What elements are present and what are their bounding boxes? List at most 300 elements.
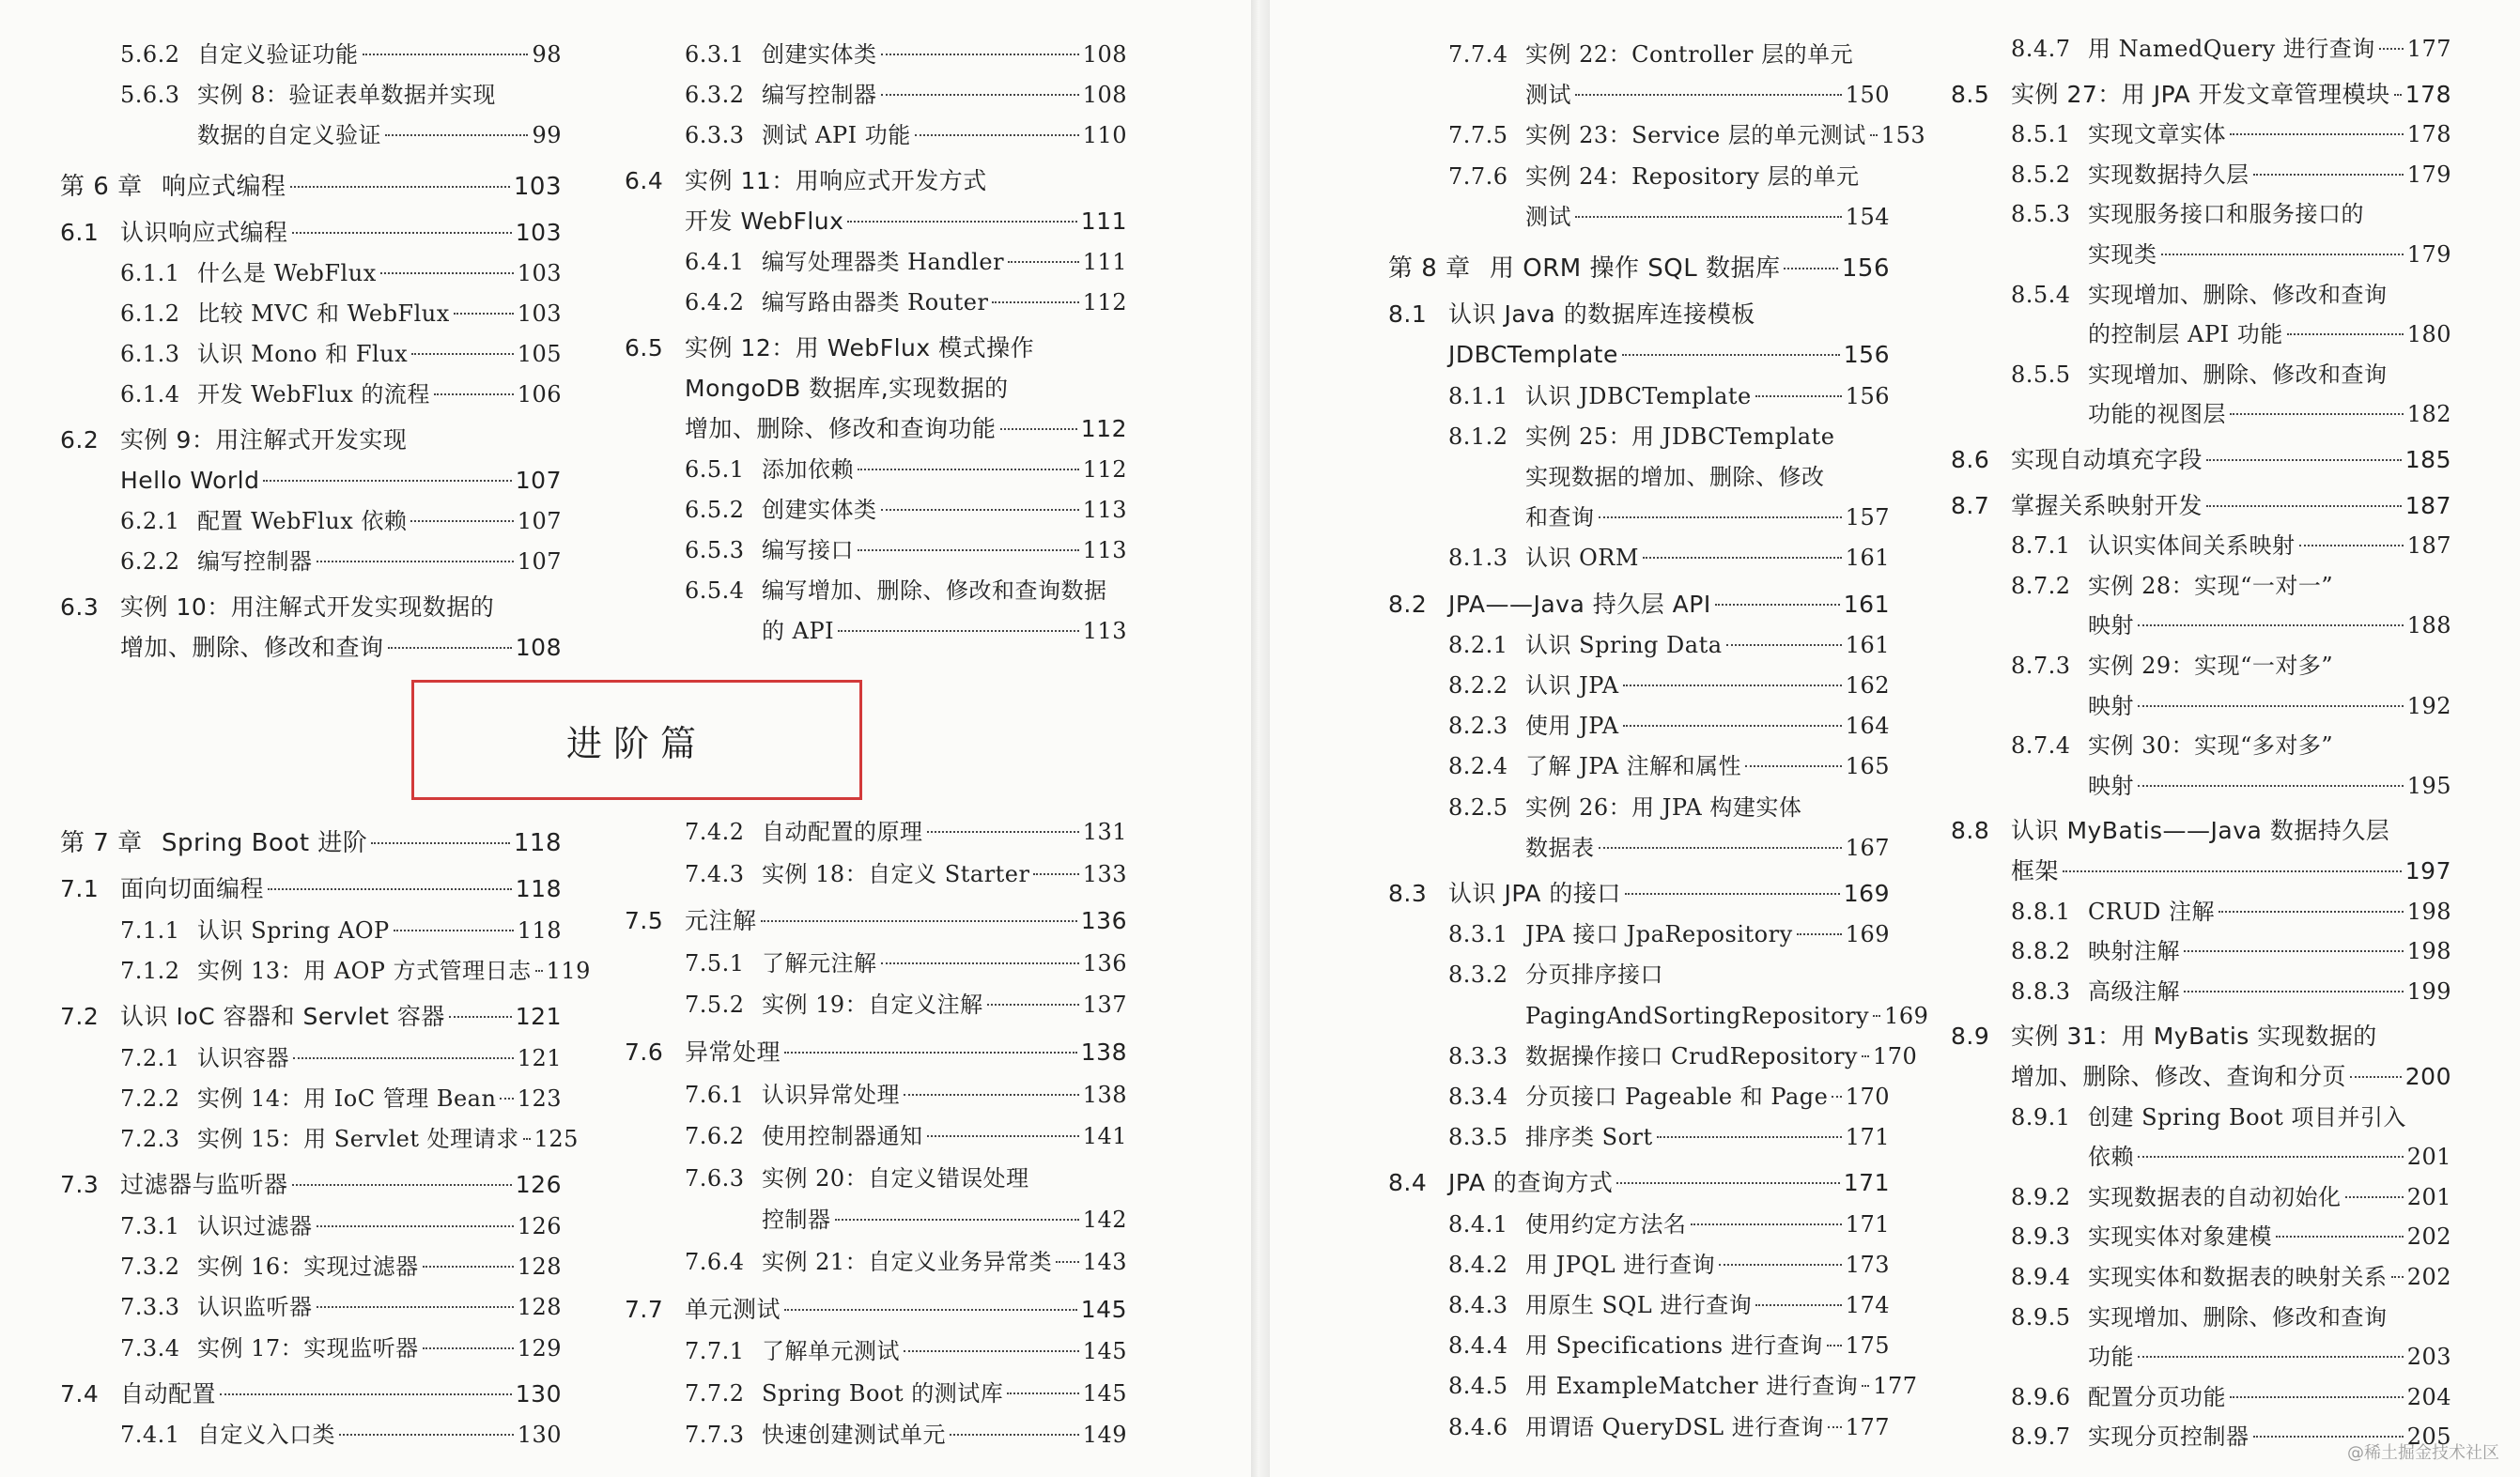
toc-page-number: 131 [1082, 819, 1127, 845]
toc-number: 7.7.3 [685, 1422, 745, 1449]
toc-number: 8.9.4 [2011, 1264, 2071, 1290]
toc-subsection [120, 545, 562, 578]
toc-subsection [2011, 975, 2451, 1008]
toc-title: 异常处理 [685, 1039, 781, 1066]
toc-subsection [1448, 791, 1801, 824]
toc-leader-dots [838, 630, 1079, 632]
toc-subsection [685, 285, 1127, 319]
toc-number: 8.9.6 [2011, 1383, 2071, 1410]
toc-leader-dots [1784, 268, 1837, 269]
toc-title: 实例 25：用 JDBCTemplate [1525, 423, 1835, 450]
toc-subsection [120, 954, 591, 988]
toc-subsection [120, 1290, 562, 1324]
toc-page-number: 126 [517, 1212, 562, 1239]
toc-title: 实例 29：实现“一对多” [2088, 653, 2334, 679]
toc-leader-dots [434, 393, 514, 395]
toc-number: 7.7.4 [1448, 41, 1508, 68]
toc-title: 排序类 Sort [1525, 1124, 1653, 1151]
toc-leader-dots [500, 1098, 513, 1100]
toc-page-number: 128 [517, 1294, 562, 1321]
toc-number: 6.5.1 [685, 456, 745, 483]
toc-title: 依赖 [2088, 1144, 2134, 1171]
toc-page-number: 103 [517, 300, 562, 327]
toc-title: 实例 9：用注解式开发实现 [120, 426, 408, 454]
toc-page-number: 171 [1845, 1210, 1890, 1238]
toc-number: 8.3.3 [1448, 1042, 1508, 1069]
toc-number: 6.1.4 [120, 381, 180, 408]
toc-subsection [1448, 1288, 1890, 1322]
toc-page-number: 118 [513, 829, 562, 857]
toc-subsection [1448, 1248, 1890, 1282]
toc-number: 8.9.2 [2011, 1183, 2071, 1210]
toc-subsection [685, 38, 1127, 71]
toc-subsection [2011, 1180, 2451, 1214]
toc-title-continuation [2088, 608, 2451, 642]
toc-page-number: 111 [1080, 208, 1127, 235]
toc-title: 实例 23：Service 层的单元测试 [1525, 122, 1866, 149]
toc-leader-dots [2184, 950, 2404, 952]
toc-subsection [1448, 1410, 1890, 1444]
toc-page-number: 113 [1082, 537, 1127, 563]
toc-title: 映射 [2088, 692, 2134, 719]
toc-section [1951, 814, 2389, 848]
toc-leader-dots [1873, 1015, 1880, 1017]
toc-title: 了解 JPA 注解和属性 [1525, 753, 1742, 780]
toc-leader-dots [1000, 428, 1077, 430]
toc-page-number: 149 [1082, 1422, 1127, 1449]
toc-title: 了解单元测试 [762, 1338, 900, 1365]
toc-subsection [2011, 1260, 2451, 1294]
toc-leader-dots [1827, 1345, 1842, 1346]
left-page [0, 0, 1251, 1477]
toc-page-number: 198 [2406, 938, 2451, 965]
toc-title-continuation [2088, 1340, 2451, 1374]
toc-page-number: 197 [2404, 857, 2451, 885]
toc-subsection [1448, 379, 1890, 413]
toc-page-number: 105 [517, 341, 562, 367]
toc-page-number: 126 [515, 1171, 562, 1199]
toc-page-number: 150 [1845, 82, 1890, 109]
toc-leader-dots [2206, 505, 2402, 507]
toc-leader-dots [317, 1225, 514, 1227]
right-page [1270, 0, 2520, 1477]
toc-page-number: 179 [2406, 241, 2451, 268]
toc-title: 编写处理器类 Handler [762, 249, 1005, 275]
toc-page-number: 167 [1845, 834, 1890, 861]
toc-number: 8.7 [1951, 491, 1990, 519]
toc-subsection [120, 1041, 562, 1075]
toc-title: 实例 22：Controller 层的单元 [1525, 41, 1854, 68]
toc-subsection [1448, 420, 1834, 454]
toc-page-number: 137 [1082, 992, 1127, 1019]
toc-title: 实例 31：用 MyBatis 实现数据的 [2011, 1023, 2377, 1051]
toc-number: 7.2.3 [120, 1126, 180, 1153]
toc-leader-dots [2063, 870, 2402, 872]
toc-page-number: 182 [2406, 401, 2451, 428]
toc-subsection [120, 1331, 562, 1365]
toc-title: 数据的自定义验证 [197, 122, 381, 148]
toc-title: 认识实体间关系映射 [2088, 532, 2296, 560]
toc-leader-dots [1797, 933, 1842, 935]
toc-subsection [685, 1162, 1029, 1195]
toc-leader-dots [363, 54, 529, 55]
toc-leader-dots [2253, 1436, 2404, 1438]
toc-number: 6.4 [625, 167, 664, 194]
toc-section [60, 1000, 562, 1034]
toc-leader-dots [761, 920, 1077, 922]
toc-title: 数据表 [1525, 834, 1595, 861]
toc-number: 6.1.3 [120, 341, 180, 367]
toc-leader-dots [454, 313, 514, 315]
toc-leader-dots [1726, 644, 1842, 646]
toc-number: 8.9.7 [2011, 1423, 2071, 1451]
toc-number: 7.5.2 [685, 992, 745, 1019]
toc-leader-dots [881, 54, 1079, 55]
toc-title: Spring Boot 进阶 [162, 829, 368, 857]
toc-page-number: 199 [2406, 977, 2451, 1005]
toc-title: 测试 [1525, 82, 1571, 109]
toc-number: 8.6 [1951, 446, 1990, 473]
toc-page-number: 113 [1082, 618, 1127, 644]
toc-page-number: 143 [1082, 1249, 1127, 1275]
toc-leader-dots [1622, 354, 1840, 356]
toc-subsection [120, 377, 562, 411]
toc-page-number: 141 [1082, 1123, 1127, 1150]
toc-leader-dots [293, 1057, 514, 1059]
toc-number: 7.4.1 [120, 1422, 180, 1449]
toc-number: 7.1.2 [120, 957, 180, 984]
toc-page-number: 177 [2406, 36, 2451, 62]
toc-subsection [2011, 278, 2388, 312]
toc-leader-dots [2379, 48, 2404, 50]
toc-title: 实现实体对象建模 [2088, 1223, 2272, 1251]
toc-number: 8.2 [1388, 590, 1428, 618]
toc-title-continuation [2088, 238, 2451, 271]
toc-title: 实例 27：用 JPA 开发文章管理模块 [2011, 80, 2390, 108]
toc-number: 7.3.1 [120, 1212, 180, 1239]
toc-title: 实现增加、删除、修改和查询 [2088, 361, 2388, 388]
toc-page-number: 192 [2406, 692, 2451, 719]
toc-number: 6.3.3 [685, 122, 745, 148]
toc-leader-dots [1575, 216, 1842, 218]
toc-title: 实例 8：验证表单数据并实现 [197, 82, 496, 108]
toc-page-number: 138 [1082, 1081, 1127, 1108]
toc-leader-dots [2206, 459, 2402, 461]
toc-leader-dots [2161, 254, 2404, 255]
toc-page-number: 145 [1082, 1379, 1127, 1407]
toc-number: 6.5.2 [685, 497, 745, 523]
toc-title: 响应式编程 [162, 173, 286, 201]
toc-number: 8.2.2 [1448, 672, 1508, 699]
toc-number: 7.3.3 [120, 1294, 180, 1321]
toc-subsection [2011, 197, 2364, 231]
book-gutter [1251, 0, 1270, 1477]
toc-leader-dots [847, 221, 1076, 223]
toc-number: 8.5.1 [2011, 121, 2071, 148]
toc-chapter [60, 170, 562, 204]
toc-title: JPA 的查询方式 [1448, 1169, 1614, 1197]
toc-number: 6.1.2 [120, 300, 180, 327]
toc-page-number: 145 [1080, 1295, 1127, 1323]
toc-title-continuation [2088, 397, 2451, 431]
toc-title: CRUD 注解 [2088, 898, 2216, 925]
toc-leader-dots [388, 647, 512, 649]
toc-title: 实例 12：用 WebFlux 模式操作 [685, 334, 1035, 362]
toc-section [1388, 298, 1755, 331]
toc-subsection [120, 1250, 562, 1284]
toc-subsection [2011, 32, 2451, 66]
toc-section [60, 423, 407, 457]
toc-number: 8.8 [1951, 817, 1990, 845]
toc-section [625, 164, 987, 198]
toc-leader-dots [1623, 685, 1842, 686]
toc-leader-dots [1616, 1182, 1839, 1184]
toc-number: 8.7.4 [2011, 732, 2071, 760]
toc-number: 第 8 章 [1388, 254, 1471, 283]
toc-title: 编写接口 [762, 537, 854, 563]
toc-leader-dots [2138, 624, 2404, 626]
toc-title: 用 JPQL 进行查询 [1525, 1251, 1716, 1278]
toc-leader-dots [915, 134, 1079, 136]
toc-subsection [1448, 1329, 1890, 1362]
toc-title: 编写路由器类 Router [762, 289, 989, 315]
toc-subsection [120, 1122, 579, 1156]
toc-title: 开发 WebFlux [685, 208, 844, 235]
toc-number: 5.6.2 [120, 41, 180, 68]
toc-leader-dots [1625, 893, 1840, 895]
toc-title: 元注解 [685, 907, 757, 935]
toc-page-number: 138 [1080, 1039, 1127, 1066]
toc-section [60, 591, 494, 624]
toc-number: 7.1 [60, 875, 100, 903]
toc-page-number: 129 [517, 1334, 562, 1362]
toc-page-number: 202 [2406, 1264, 2451, 1290]
toc-title: 使用约定方法名 [1525, 1210, 1687, 1238]
toc-leader-dots [268, 888, 512, 890]
toc-number: 6.3.2 [685, 82, 745, 108]
toc-number: 7.6 [625, 1039, 664, 1066]
toc-section [1388, 1166, 1890, 1200]
toc-leader-dots [1599, 516, 1842, 518]
toc-subsection [120, 78, 496, 112]
toc-page-number: 173 [1845, 1251, 1890, 1278]
toc-page-number: 185 [2404, 446, 2451, 473]
toc-page-number: 125 [533, 1126, 579, 1153]
toc-title: 实例 24：Repository 层的单元 [1525, 162, 1860, 190]
toc-number: 8.8.2 [2011, 938, 2071, 965]
toc-title: 实现增加、删除、修改和查询 [2088, 281, 2388, 308]
toc-title: 实例 14：用 IoC 管理 Bean [197, 1085, 497, 1112]
toc-page-number: 133 [1082, 860, 1127, 887]
toc-leader-dots [2299, 545, 2404, 546]
toc-subsection [685, 453, 1127, 486]
toc-page-number: 170 [1845, 1084, 1890, 1110]
toc-page-number: 195 [2406, 772, 2451, 799]
toc-title: 实例 21：自定义业务异常类 [762, 1249, 1053, 1275]
toc-title: 认识 ORM [1525, 545, 1639, 572]
toc-leader-dots [2253, 174, 2404, 176]
toc-page-number: 169 [1884, 1002, 1929, 1029]
part-title: 进阶篇 [411, 680, 862, 800]
toc-number: 6.5.4 [685, 577, 745, 604]
toc-leader-dots [881, 94, 1079, 96]
toc-leader-dots [1623, 725, 1842, 727]
toc-page-number: 103 [517, 260, 562, 286]
toc-subsection [2011, 934, 2451, 968]
toc-subsection [1448, 541, 1890, 575]
toc-title: 数据操作接口 CrudRepository [1525, 1042, 1858, 1069]
toc-leader-dots [2230, 413, 2404, 415]
toc-subsection [2011, 1380, 2451, 1414]
toc-title: 编写控制器 [762, 82, 877, 108]
toc-title: 实例 20：自定义错误处理 [762, 1164, 1029, 1192]
toc-page-number: 113 [1082, 497, 1127, 523]
toc-leader-dots [2138, 705, 2404, 707]
toc-leader-dots [1033, 873, 1078, 875]
toc-subsection [685, 857, 1127, 891]
toc-title: 实现数据持久层 [2088, 161, 2249, 188]
toc-number: 8.2.4 [1448, 753, 1508, 780]
toc-page-number: 107 [515, 467, 562, 494]
toc-subsection [1448, 1080, 1890, 1114]
toc-subsection [2011, 649, 2333, 683]
toc-subsection [120, 256, 562, 290]
toc-title: JDBCTemplate [1448, 341, 1618, 369]
toc-leader-dots [290, 186, 510, 188]
toc-page-number: 201 [2406, 1144, 2451, 1171]
toc-title-continuation [1525, 200, 1890, 234]
toc-leader-dots [1828, 1426, 1842, 1428]
toc-page-number: 179 [2406, 161, 2451, 188]
toc-leader-dots [385, 134, 528, 136]
toc-leader-dots [2394, 94, 2402, 96]
toc-number: 8.1.1 [1448, 382, 1508, 409]
toc-title: 实例 28：实现“一对一” [2088, 572, 2334, 599]
toc-title: 实例 17：实现监听器 [197, 1334, 419, 1362]
toc-title: 认识监听器 [197, 1294, 313, 1321]
toc-title: 单元测试 [685, 1295, 781, 1323]
toc-leader-dots [1657, 1136, 1842, 1138]
toc-title-continuation [120, 631, 562, 665]
toc-leader-dots [1755, 395, 1842, 397]
toc-title: 实例 10：用注解式开发实现数据的 [120, 593, 495, 621]
toc-number: 7.4.2 [685, 819, 745, 845]
toc-number: 8.4.3 [1448, 1292, 1508, 1318]
toc-number: 7.1.1 [120, 916, 180, 944]
toc-title: 认识 JPA 的接口 [1448, 880, 1621, 907]
toc-title-continuation [762, 614, 1127, 648]
toc-title: 认识容器 [197, 1044, 289, 1071]
toc-leader-dots [371, 842, 510, 844]
toc-subsection [1448, 38, 1853, 71]
toc-page-number: 188 [2406, 612, 2451, 639]
toc-number: 7.7.2 [685, 1379, 745, 1407]
toc-leader-dots [2287, 333, 2404, 335]
toc-number: 8.9 [1951, 1023, 1990, 1051]
toc-leader-dots [380, 272, 514, 274]
toc-subsection [685, 493, 1127, 527]
toc-title: 实现自动填充字段 [2011, 446, 2203, 473]
toc-title: 比较 MVC 和 WebFlux [197, 300, 450, 327]
toc-number: 8.7.2 [2011, 572, 2071, 599]
toc-leader-dots [1715, 604, 1840, 606]
toc-leader-dots [1599, 847, 1842, 849]
toc-leader-dots [2276, 1236, 2404, 1238]
toc-leader-dots [2138, 785, 2404, 787]
toc-leader-dots [1691, 1223, 1842, 1225]
toc-title: 自动配置 [120, 1379, 217, 1408]
toc-page-number: 175 [1845, 1332, 1890, 1360]
toc-number: 8.9.5 [2011, 1303, 2071, 1331]
toc-title-continuation [685, 205, 1127, 238]
toc-leader-dots [317, 561, 514, 562]
toc-subsection [1448, 1208, 1890, 1241]
toc-subsection [120, 1209, 562, 1243]
toc-subsection [685, 1119, 1127, 1153]
toc-leader-dots [523, 1138, 531, 1140]
toc-title: 实例 13：用 AOP 方式管理日志 [197, 957, 532, 984]
toc-leader-dots [2230, 133, 2404, 135]
toc-number: 第 7 章 [60, 829, 143, 857]
toc-subsection [120, 1418, 562, 1452]
toc-number: 7.2.2 [120, 1085, 180, 1112]
toc-number: 6.3 [60, 593, 100, 621]
toc-title: 认识 IoC 容器和 Servlet 容器 [120, 1003, 445, 1031]
toc-number: 7.7 [625, 1295, 664, 1323]
toc-title: 认识 JPA [1525, 672, 1619, 699]
toc-number: 8.3.1 [1448, 921, 1508, 948]
toc-page-number: 200 [2404, 1063, 2451, 1090]
toc-number: 8.4.1 [1448, 1210, 1508, 1238]
toc-title: 认识 Mono 和 Flux [197, 341, 409, 367]
toc-leader-dots [904, 1350, 1079, 1352]
toc-title: 实现实体和数据表的映射关系 [2088, 1264, 2388, 1290]
toc-number: 8.8.1 [2011, 898, 2071, 925]
toc-leader-dots [1862, 1055, 1869, 1057]
toc-subsection [2011, 158, 2451, 192]
toc-title: 用 NamedQuery 进行查询 [2088, 36, 2375, 62]
toc-leader-dots [950, 1434, 1079, 1436]
toc-page-number: 130 [517, 1422, 562, 1449]
toc-number: 6.2.1 [120, 508, 180, 534]
toc-leader-dots [263, 480, 511, 482]
toc-leader-dots [2138, 1356, 2404, 1358]
toc-title: 控制器 [762, 1207, 831, 1234]
toc-page-number: 187 [2406, 532, 2451, 560]
toc-page-number: 174 [1845, 1292, 1890, 1318]
toc-leader-dots [1719, 1264, 1842, 1266]
toc-title: 认识过滤器 [197, 1212, 313, 1239]
toc-page-number: 112 [1082, 456, 1127, 483]
toc-page-number: 178 [2404, 80, 2451, 108]
toc-title: 自动配置的原理 [762, 819, 923, 845]
toc-title-line: 实现数据的增加、删除、修改 [1525, 464, 1825, 490]
toc-number: 7.4 [60, 1379, 100, 1408]
toc-subsection [685, 118, 1127, 152]
toc-title: 掌握关系映射开发 [2011, 491, 2203, 519]
toc-number: 8.1.3 [1448, 545, 1508, 572]
toc-number: 8.5 [1951, 80, 1990, 108]
toc-title: 认识 Spring Data [1525, 631, 1723, 658]
toc-page-number: 111 [1082, 249, 1127, 275]
toc-title: 用 ExampleMatcher 进行查询 [1525, 1373, 1859, 1400]
toc-subsection [685, 1377, 1127, 1410]
toc-number: 8.4 [1388, 1169, 1428, 1197]
toc-title: Hello World [120, 467, 260, 494]
toc-page-number: 205 [2406, 1423, 2451, 1451]
toc-subsection [2011, 729, 2333, 762]
toc-number: 7.3.2 [120, 1254, 180, 1280]
